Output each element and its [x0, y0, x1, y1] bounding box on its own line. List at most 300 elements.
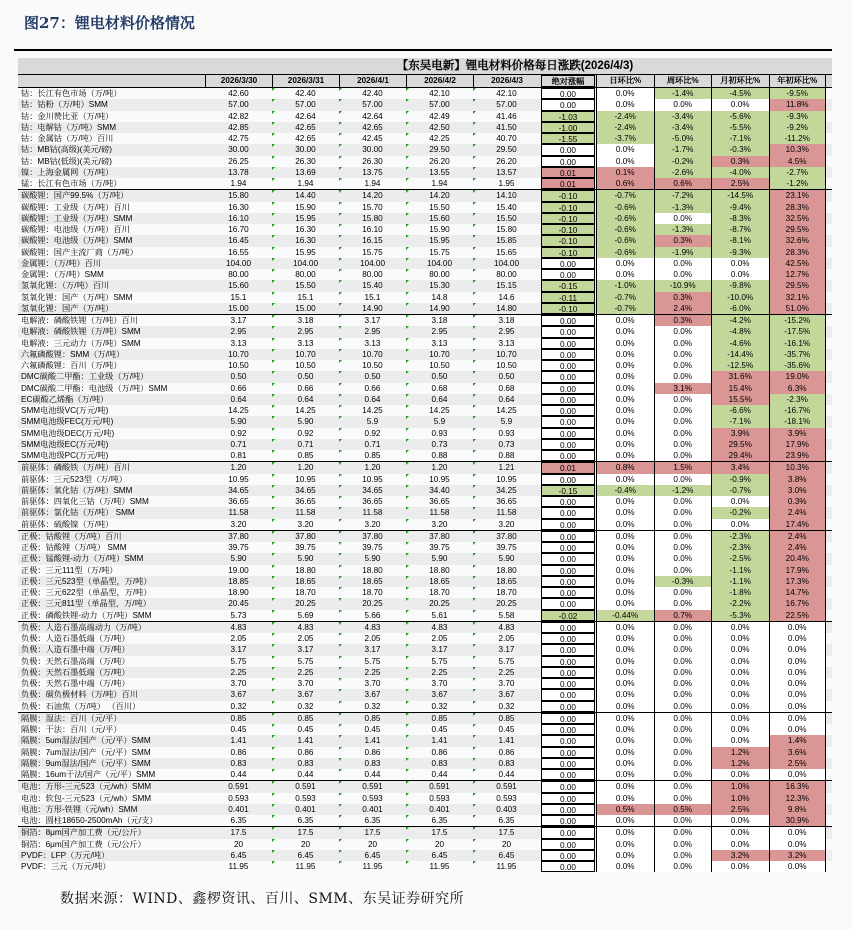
- abs-change-cell: 0.00: [541, 88, 595, 99]
- week-change-cell: -0.2%: [654, 156, 712, 167]
- abs-change-cell: 0.00: [541, 781, 595, 792]
- price-0331-cell: 4.83: [272, 622, 339, 633]
- item-label-cell: 前驱体：硫酸镍（万/吨）: [21, 519, 114, 529]
- item-label-cell: 氢氧化锂：（万/吨）百川: [21, 281, 110, 291]
- price-0331-cell: 42.40: [272, 88, 339, 99]
- month-change-cell: 15.5%: [711, 394, 769, 405]
- price-0401-cell: 13.75: [339, 167, 406, 178]
- week-change-cell: 0.0%: [654, 99, 712, 110]
- day-change-cell: -1.0%: [596, 280, 654, 291]
- price-0403-cell: 37.80: [473, 531, 540, 542]
- week-change-cell: 0.0%: [654, 439, 712, 450]
- month-change-cell: 0.0%: [711, 496, 769, 507]
- price-0330-cell: 1.94: [230, 179, 247, 188]
- abs-change-cell: 0.00: [541, 258, 595, 269]
- table-row: [18, 644, 832, 655]
- price-0330-cell: 37.80: [228, 531, 249, 541]
- month-change-cell: -9.8%: [711, 280, 769, 291]
- month-change-cell: 2.5%: [711, 804, 769, 815]
- month-change-cell: -5.6%: [711, 111, 769, 122]
- ytd-change-cell: 3.0%: [769, 485, 827, 496]
- abs-change-cell: 0.00: [541, 326, 595, 337]
- month-change-cell: -4.5%: [711, 88, 769, 99]
- item-label-cell: 碳酸锂：工业级（万/吨）SMM: [21, 213, 133, 223]
- month-change-cell: -2.2%: [711, 598, 769, 609]
- price-0402-cell: 5.90: [406, 553, 473, 564]
- abs-change-cell: 0.00: [541, 793, 595, 804]
- ytd-change-cell: 0.0%: [769, 861, 827, 872]
- price-0401-cell: 0.86: [339, 747, 406, 758]
- day-change-cell: 0.0%: [596, 531, 654, 542]
- price-0330-cell: 3.13: [230, 338, 247, 348]
- abs-change-cell: -0.11: [541, 292, 595, 303]
- price-0402-cell: 36.65: [406, 496, 473, 507]
- ytd-change-cell: 0.3%: [769, 496, 827, 507]
- month-change-cell: -1.8%: [711, 587, 769, 598]
- week-change-cell: 0.0%: [654, 815, 712, 826]
- price-0403-cell: 41.46: [473, 111, 540, 122]
- price-0401-cell: 1.20: [339, 462, 406, 473]
- ytd-change-cell: 6.3%: [769, 383, 827, 394]
- month-change-cell: -1.1%: [711, 576, 769, 587]
- day-change-cell: 0.0%: [596, 88, 654, 99]
- ytd-change-cell: 0.0%: [769, 656, 827, 667]
- price-0401-cell: 39.75: [339, 542, 406, 553]
- month-change-cell: -4.2%: [711, 315, 769, 326]
- item-label-cell: 前驱体：氯化钴（万/吨） SMM: [21, 508, 135, 518]
- price-0402-cell: 2.95: [406, 326, 473, 337]
- item-label-cell: 钴：金川赞比亚（万/吨）: [21, 111, 114, 121]
- day-change-cell: 0.5%: [596, 804, 654, 815]
- day-change-cell: 0.0%: [596, 507, 654, 518]
- week-change-cell: 0.3%: [654, 315, 712, 326]
- price-0403-cell: 15.85: [473, 235, 540, 246]
- day-change-cell: 0.0%: [596, 474, 654, 485]
- price-0401-cell: 0.32: [339, 701, 406, 712]
- price-0401-cell: 2.95: [339, 326, 406, 337]
- price-0401-cell: 0.85: [339, 450, 406, 461]
- price-0403-cell: 42.10: [473, 88, 540, 99]
- day-change-cell: 0.0%: [596, 633, 654, 644]
- month-change-cell: -0.3%: [711, 144, 769, 155]
- price-0402-cell: 34.40: [406, 485, 473, 496]
- price-0330-cell: 16.70: [228, 225, 249, 234]
- price-0330-cell: 0.92: [230, 428, 247, 438]
- price-0331-cell: 30.00: [272, 144, 339, 155]
- abs-change-cell: 0.00: [541, 815, 595, 826]
- price-0401-cell: 17.5: [339, 827, 406, 838]
- month-change-cell: 3.9%: [711, 428, 769, 439]
- price-0402-cell: 15.50: [406, 202, 473, 213]
- month-change-cell: -2.3%: [711, 542, 769, 553]
- price-0331-cell: 0.85: [272, 713, 339, 724]
- price-0403-cell: 3.67: [473, 689, 540, 700]
- price-0331-cell: 0.64: [272, 394, 339, 405]
- price-0403-cell: 0.73: [473, 439, 540, 450]
- week-change-cell: 0.0%: [654, 839, 712, 850]
- ytd-change-cell: 23.9%: [769, 450, 827, 461]
- ytd-change-cell: 32.1%: [769, 292, 827, 303]
- price-0331-cell: 39.75: [272, 542, 339, 553]
- price-0403-cell: 6.45: [473, 850, 540, 861]
- price-0402-cell: 3.70: [406, 678, 473, 689]
- price-0331-cell: 2.25: [272, 667, 339, 678]
- ytd-change-cell: 3.8%: [769, 474, 827, 485]
- table-row: [18, 88, 832, 99]
- day-change-cell: -0.7%: [596, 292, 654, 303]
- ytd-change-cell: 22.5%: [769, 610, 827, 621]
- price-0331-cell: 42.65: [272, 122, 339, 133]
- week-change-cell: -2.6%: [654, 167, 712, 178]
- price-0403-cell: 57.00: [473, 99, 540, 110]
- price-0330-cell: 0.32: [230, 701, 247, 711]
- month-change-cell: -2.3%: [711, 531, 769, 542]
- price-0330-cell: 5.90: [230, 417, 247, 427]
- abs-change-cell: -0.10: [541, 213, 595, 224]
- day-change-cell: 0.0%: [596, 156, 654, 167]
- week-change-cell: -1.4%: [654, 88, 712, 99]
- week-change-cell: 0.0%: [654, 565, 712, 576]
- table-row: [18, 247, 832, 258]
- week-change-cell: 0.0%: [654, 553, 712, 564]
- price-0401-cell: 3.17: [339, 644, 406, 655]
- price-0403-cell: 11.58: [473, 507, 540, 518]
- abs-change-cell: 0.00: [541, 713, 595, 724]
- price-0331-cell: 17.5: [272, 827, 339, 838]
- month-change-cell: -0.9%: [711, 474, 769, 485]
- abs-change-cell: 0.00: [541, 450, 595, 461]
- ytd-change-cell: 1.4%: [769, 735, 827, 746]
- price-0403-cell: 104.00: [473, 258, 540, 269]
- abs-change-cell: 0.00: [541, 839, 595, 850]
- item-label-cell: SMM电池级EC(万元/吨): [21, 439, 109, 449]
- price-0401-cell: 0.591: [339, 781, 406, 792]
- price-0401-cell: 5.75: [339, 656, 406, 667]
- abs-change-cell: 0.00: [541, 269, 595, 280]
- price-0403-cell: 20: [473, 839, 540, 850]
- item-label-cell: 隔膜：16um干法/国产（元/平）SMM: [21, 770, 156, 779]
- price-0330-cell: 42.85: [228, 122, 249, 132]
- item-label-cell: 负极：石油焦（万/吨） （百川）: [21, 701, 141, 711]
- table-row: [18, 839, 832, 850]
- item-label-cell: 隔膜：干法：百川（元/平）: [21, 725, 122, 734]
- item-label-cell: 电池：方形-三元523（元/wh）SMM: [21, 782, 152, 792]
- month-change-cell: 2.5%: [711, 178, 769, 189]
- day-change-cell: 0.0%: [596, 724, 654, 735]
- day-change-cell: 0.0%: [596, 450, 654, 461]
- week-change-cell: -1.3%: [654, 202, 712, 213]
- price-0402-cell: 18.65: [406, 576, 473, 587]
- table-row: [18, 633, 832, 644]
- price-0403-cell: 0.64: [473, 394, 540, 405]
- price-0331-cell: 0.66: [272, 383, 339, 394]
- price-0402-cell: 3.17: [406, 644, 473, 655]
- abs-change-cell: -0.10: [541, 247, 595, 258]
- week-change-cell: 0.0%: [654, 519, 712, 530]
- day-change-cell: -0.7%: [596, 190, 654, 201]
- ytd-change-cell: 11.8%: [769, 99, 827, 110]
- month-change-cell: -1.1%: [711, 565, 769, 576]
- price-0402-cell: 0.591: [406, 781, 473, 792]
- month-change-cell: 1.2%: [711, 758, 769, 769]
- ytd-change-cell: 4.5%: [769, 156, 827, 167]
- ytd-change-cell: 29.5%: [769, 224, 827, 235]
- day-change-cell: 0.0%: [596, 360, 654, 371]
- month-change-cell: 0.0%: [711, 701, 769, 712]
- price-0330-cell: 11.95: [228, 862, 249, 871]
- ytd-change-cell: 19.0%: [769, 371, 827, 382]
- abs-change-cell: 0.00: [541, 656, 595, 667]
- price-0331-cell: 3.18: [272, 315, 339, 326]
- item-label-cell: 正极：三元111型（万/吨）: [21, 565, 118, 575]
- price-0402-cell: 10.70: [406, 349, 473, 360]
- price-0401-cell: 18.65: [339, 576, 406, 587]
- price-0330-cell: 34.65: [228, 485, 249, 495]
- price-0403-cell: 6.35: [473, 815, 540, 826]
- price-0330-cell: 1.41: [230, 736, 247, 746]
- month-change-cell: 0.0%: [711, 656, 769, 667]
- item-label-cell: 铜箔：8μm国产加工费（元/公斤）: [21, 828, 146, 838]
- price-0401-cell: 3.13: [339, 338, 406, 349]
- table-row: [18, 394, 832, 405]
- item-label-cell: 隔膜：7um湿法/国产（元/平）SMM: [21, 747, 151, 757]
- price-0402-cell: 20: [406, 839, 473, 850]
- day-change-cell: -2.4%: [596, 111, 654, 122]
- price-0402-cell: 37.80: [406, 531, 473, 542]
- week-change-cell: 0.0%: [654, 781, 712, 792]
- price-0402-cell: 14.90: [406, 303, 473, 314]
- price-0330-cell: 5.73: [230, 610, 247, 620]
- price-0330-cell: 2.95: [230, 327, 247, 337]
- price-0401-cell: 0.401: [339, 804, 406, 815]
- ytd-change-cell: -16.1%: [769, 338, 827, 349]
- price-0330-cell: 15.80: [228, 191, 249, 201]
- price-0402-cell: 0.593: [406, 793, 473, 804]
- price-0403-cell: 41.50: [473, 122, 540, 133]
- price-0331-cell: 0.45: [272, 724, 339, 735]
- price-0402-cell: 6.35: [406, 815, 473, 826]
- ytd-change-cell: 17.4%: [769, 519, 827, 530]
- item-label-cell: 隔膜：5um湿法/国产（元/平）SMM: [21, 736, 151, 746]
- price-0402-cell: 26.20: [406, 156, 473, 167]
- table-row: [18, 530, 832, 542]
- price-0330-cell: 16.30: [228, 202, 249, 212]
- price-0401-cell: 15.40: [339, 280, 406, 291]
- month-change-cell: -7.1%: [711, 133, 769, 144]
- table-row: [18, 428, 832, 439]
- abs-change-cell: 0.00: [541, 383, 595, 394]
- table-row: [18, 850, 832, 861]
- ytd-change-cell: 17.9%: [769, 439, 827, 450]
- day-change-cell: 0.0%: [596, 735, 654, 746]
- abs-change-cell: 0.01: [541, 167, 595, 178]
- ytd-change-cell: 0.0%: [769, 713, 827, 724]
- price-0403-cell: 3.18: [473, 315, 540, 326]
- price-0402-cell: 0.32: [406, 701, 473, 712]
- table-row: [18, 701, 832, 712]
- week-change-cell: 0.0%: [654, 349, 712, 360]
- price-0331-cell: 10.50: [272, 360, 339, 371]
- price-0401-cell: 36.65: [339, 496, 406, 507]
- price-0331-cell: 0.593: [272, 793, 339, 804]
- month-change-cell: 15.4%: [711, 383, 769, 394]
- price-0402-cell: 3.18: [406, 315, 473, 326]
- price-0331-cell: 42.65: [272, 133, 339, 144]
- price-0403-cell: 2.95: [473, 326, 540, 337]
- price-0402-cell: 80.00: [406, 269, 473, 280]
- day-change-cell: -3.7%: [596, 133, 654, 144]
- abs-change-cell: 0.00: [541, 769, 595, 780]
- abs-change-cell: 0.00: [541, 633, 595, 644]
- table-row: [18, 576, 832, 587]
- price-0330-cell: 1.20: [230, 463, 247, 473]
- ytd-change-cell: -1.2%: [769, 178, 827, 189]
- price-0331-cell: 57.00: [272, 99, 339, 110]
- header-price-0331: 2026/3/31: [272, 75, 339, 87]
- price-0330-cell: 0.401: [228, 804, 249, 814]
- abs-change-cell: 0.00: [541, 542, 595, 553]
- item-label-cell: 碳酸锂：国产主流厂商（万/吨）: [21, 247, 138, 257]
- price-0330-cell: 3.17: [230, 645, 247, 655]
- day-change-cell: 0.0%: [596, 598, 654, 609]
- price-0402-cell: 0.83: [406, 758, 473, 769]
- item-label-cell: 负极：天然石墨高端（万/吨）: [21, 656, 130, 666]
- month-change-cell: -0.7%: [711, 485, 769, 496]
- table-row: [18, 724, 832, 735]
- ytd-change-cell: -17.5%: [769, 326, 827, 337]
- table-row: [18, 235, 832, 246]
- item-label-cell: DMC碳酸二甲酯：电池级（万/吨）SMM: [21, 383, 168, 393]
- price-0401-cell: 20: [339, 839, 406, 850]
- price-0402-cell: 13.55: [406, 167, 473, 178]
- table-row: [18, 269, 832, 280]
- abs-change-cell: 0.00: [541, 565, 595, 576]
- table-row: [18, 689, 832, 700]
- day-change-cell: 0.0%: [596, 383, 654, 394]
- item-label-cell: 负极：人造石墨低端（万/吨）: [21, 634, 130, 643]
- table-title: 【东吴电新】锂电材料价格每日涨跌(2026/4/3): [18, 58, 832, 75]
- header-month-change: 月初环比%: [711, 75, 769, 87]
- item-label-cell: 前驱体：三元523型（万/吨）: [21, 474, 127, 484]
- day-change-cell: 0.0%: [596, 519, 654, 530]
- month-change-cell: -5.3%: [711, 610, 769, 621]
- day-change-cell: 0.0%: [596, 861, 654, 872]
- day-change-cell: -0.6%: [596, 247, 654, 258]
- price-0330-cell: 0.591: [228, 782, 249, 792]
- week-change-cell: -1.9%: [654, 247, 712, 258]
- price-0403-cell: 17.5: [473, 827, 540, 838]
- price-0401-cell: 57.00: [339, 99, 406, 110]
- abs-change-cell: -0.10: [541, 202, 595, 213]
- price-0401-cell: 11.95: [339, 861, 406, 872]
- item-label-cell: PVDF：LFP（万元/吨）: [21, 850, 110, 860]
- item-label-cell: 钴：钴粉（万/吨）SMM: [21, 100, 108, 110]
- price-0330-cell: 0.71: [230, 439, 247, 449]
- price-0330-cell: 80.00: [228, 270, 249, 279]
- price-0401-cell: 6.35: [339, 815, 406, 826]
- table-row: [18, 461, 832, 473]
- week-change-cell: 0.0%: [654, 850, 712, 861]
- price-0330-cell: 4.83: [230, 622, 247, 632]
- table-row: [18, 780, 832, 792]
- month-change-cell: 0.0%: [711, 724, 769, 735]
- price-0401-cell: 15.70: [339, 202, 406, 213]
- table-row: [18, 144, 832, 155]
- price-0401-cell: 3.67: [339, 689, 406, 700]
- price-0401-cell: 0.66: [339, 383, 406, 394]
- month-change-cell: 31.6%: [711, 371, 769, 382]
- abs-change-cell: 0.00: [541, 315, 595, 326]
- table-row: [18, 678, 832, 689]
- item-label-cell: 金属锂：（万/吨）百川: [21, 258, 102, 268]
- week-change-cell: -1.7%: [654, 144, 712, 155]
- price-0402-cell: 6.45: [406, 850, 473, 861]
- day-change-cell: -2.4%: [596, 122, 654, 133]
- week-change-cell: -1.2%: [654, 485, 712, 496]
- price-0402-cell: 1.20: [406, 462, 473, 473]
- price-0331-cell: 0.401: [272, 804, 339, 815]
- month-change-cell: 0.0%: [711, 258, 769, 269]
- price-0331-cell: 42.64: [272, 111, 339, 122]
- day-change-cell: -0.6%: [596, 202, 654, 213]
- abs-change-cell: 0.01: [541, 178, 595, 189]
- week-change-cell: 0.0%: [654, 258, 712, 269]
- item-label-cell: 碳酸锂：工业级（万/吨）百川: [21, 202, 130, 212]
- week-change-cell: -10.9%: [654, 280, 712, 291]
- price-0331-cell: 10.70: [272, 349, 339, 360]
- price-0330-cell: 18.90: [228, 588, 249, 597]
- item-label-cell: 电池：圆柱18650-2500mAh（元/支）: [21, 816, 158, 825]
- price-0402-cell: 15.75: [406, 247, 473, 258]
- header-item-label: [18, 75, 205, 87]
- item-label-cell: 钴：长江有色市场（万/吨）: [21, 89, 122, 98]
- price-0402-cell: 14.25: [406, 405, 473, 416]
- ytd-change-cell: 28.3%: [769, 247, 827, 258]
- price-0330-cell: 16.55: [228, 247, 249, 257]
- price-0330-cell: 3.67: [230, 690, 247, 700]
- price-0401-cell: 5.90: [339, 553, 406, 564]
- price-0402-cell: 15.30: [406, 280, 473, 291]
- price-0402-cell: 14.20: [406, 190, 473, 201]
- price-0331-cell: 5.75: [272, 656, 339, 667]
- item-label-cell: 六氟磷酸锂：百川（万/吨）: [21, 361, 122, 370]
- table-row: [18, 507, 832, 518]
- price-0331-cell: 3.17: [272, 644, 339, 655]
- price-0331-cell: 2.95: [272, 326, 339, 337]
- price-0403-cell: 18.65: [473, 576, 540, 587]
- price-0403-cell: 3.17: [473, 644, 540, 655]
- table-row: [18, 439, 832, 450]
- price-0330-cell: 18.85: [228, 576, 249, 586]
- ytd-change-cell: 0.0%: [769, 769, 827, 780]
- abs-change-cell: 0.01: [541, 462, 595, 473]
- week-change-cell: 0.0%: [654, 338, 712, 349]
- day-change-cell: 0.0%: [596, 315, 654, 326]
- price-0401-cell: 2.25: [339, 667, 406, 678]
- price-0402-cell: 5.61: [406, 610, 473, 621]
- day-change-cell: 0.0%: [596, 258, 654, 269]
- day-change-cell: -0.44%: [596, 610, 654, 621]
- price-0331-cell: 0.86: [272, 747, 339, 758]
- table-row: [18, 371, 832, 382]
- day-change-cell: -0.7%: [596, 303, 654, 314]
- price-0402-cell: 1.94: [406, 178, 473, 189]
- price-0330-cell: 30.00: [228, 145, 249, 155]
- item-label-cell: 镍：上海金属网（万/吨）: [21, 167, 114, 177]
- ytd-change-cell: 14.7%: [769, 587, 827, 598]
- week-change-cell: 0.0%: [654, 394, 712, 405]
- price-0403-cell: 14.10: [473, 190, 540, 201]
